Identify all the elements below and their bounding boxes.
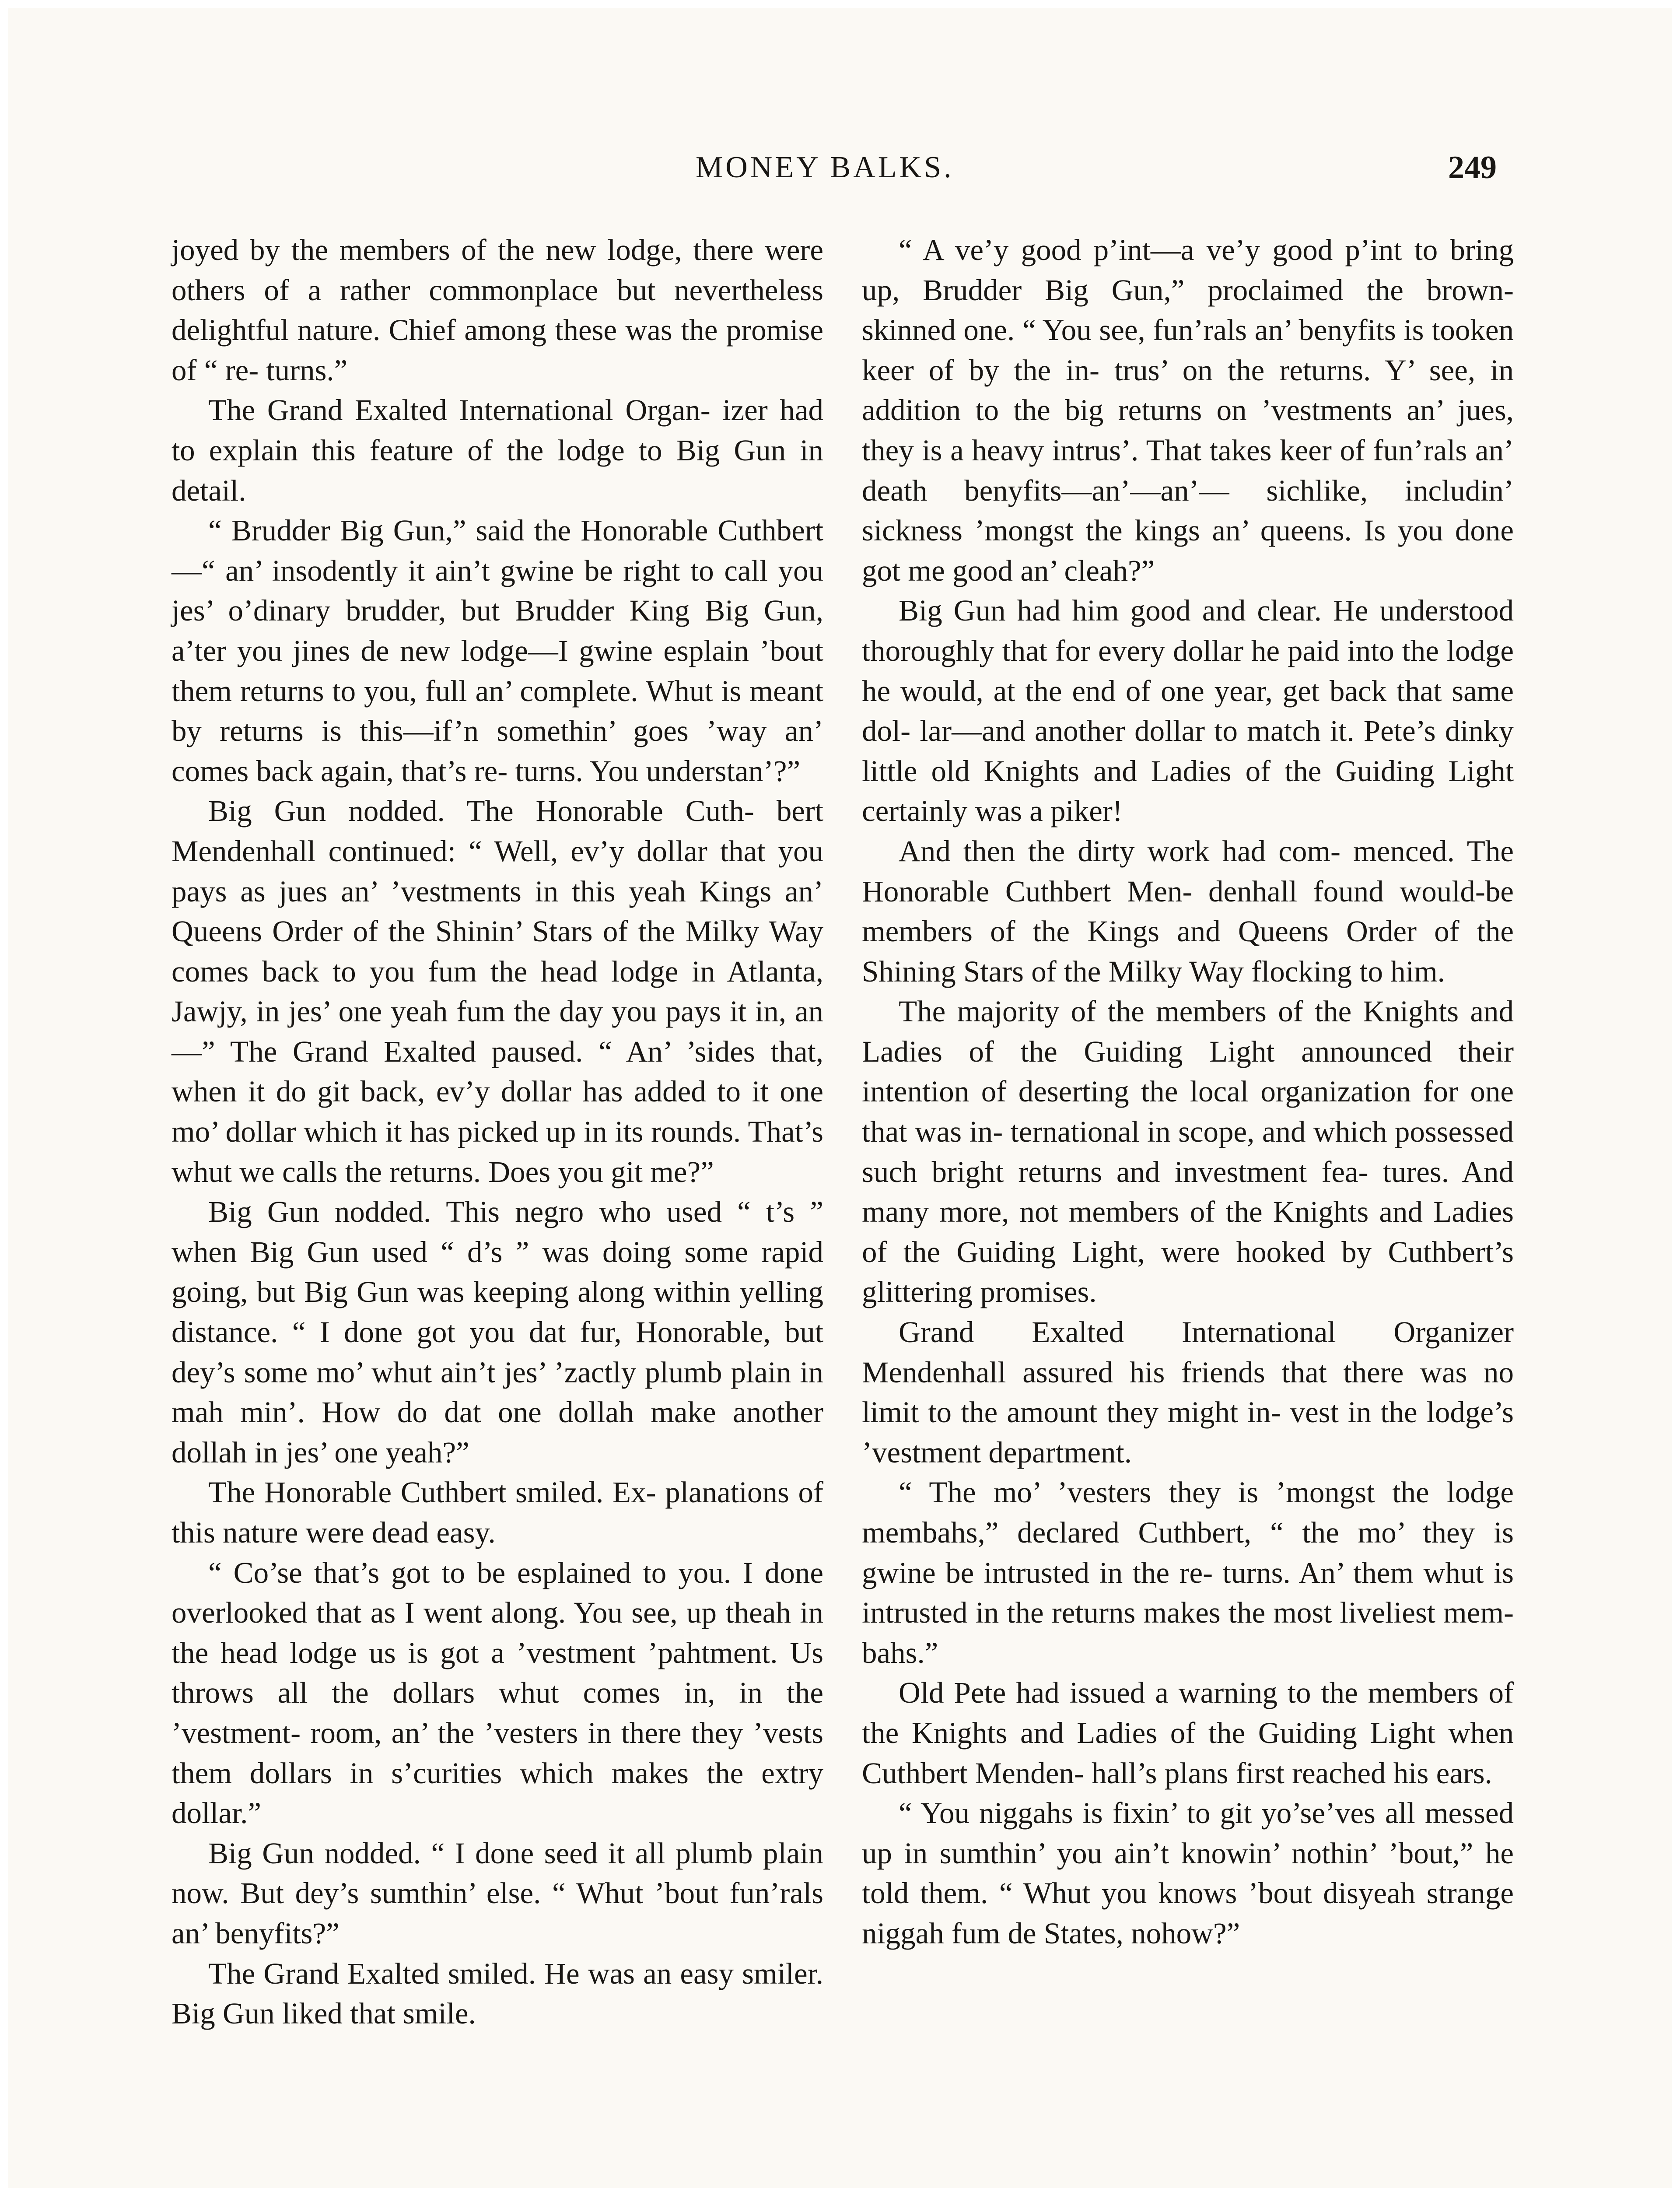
paragraph: Big Gun nodded. This negro who used “ t’s ” when Big Gun used “ d’s ” was doing some rapid going, but Big Gun was keeping along within yelling distance. “ I done got you dat fur, Honorable, but dey’s some mo’ whut ain’t jes’ ’zactly plumb plain in mah min’. How do dat one dollah make another dollah in jes’ one yeah?” (172, 1195, 823, 1469)
paragraph: Grand Exalted International Organizer Mendenhall assured his friends that there was no limit to the amount they might in- vest in the lodge’s ’vestment department. (862, 1315, 1514, 1469)
left-column (172, 230, 823, 2034)
paragraph: “ The mo’ ’vesters they is ’mongst the lodge membahs,” declared Cuthbert, “ the mo’ they is gwine be intrusted in the re- turns. An’ them whut is intrusted in the returns makes the most liveliest mem- bahs.” (862, 1476, 1514, 1669)
paragraph: And then the dirty work had com- menced. The Honorable Cuthbert Men- denhall found would-be members of the Kings and Queens Order of the Shining Stars of the Milky Way flocking to him. (862, 834, 1514, 988)
paragraph: “ You niggahs is fixin’ to git yo’se’ves all messed up in sumthin’ you ain’t knowin’ nothin’ ’bout,” he told them. “ Whut you knows ’bout disyeah strange niggah fum de States, nohow?” (862, 1796, 1514, 1950)
paragraph: Big Gun nodded. “ I done seed it all plumb plain now. But dey’s sumthin’ else. “ Whut ’bout fun’rals an’ benyfits?” (172, 1836, 823, 1950)
paragraph: joyed by the members of the new lodge, there were others of a rather commonplace but nevertheless delightful nature. Chief among these was the promise of “ re- turns.” (172, 233, 823, 387)
page-number: 249 (1448, 150, 1497, 186)
right-column (862, 230, 1514, 1954)
paragraph: The Honorable Cuthbert smiled. Ex- planations of this nature were dead easy. (172, 1476, 823, 1549)
paragraph: Old Pete had issued a warning to the members of the Knights and Ladies of the Guiding Light when Cuthbert Menden- hall’s plans first reached his ears. (862, 1676, 1514, 1790)
paragraph: “ A ve’y good p’int—a ve’y good p’int to bring up, Brudder Big Gun,” proclaimed the brown-skinned one. “ You see, fun’rals an’ benyfits is tooken keer of by the in- trus’ on the returns. Y’ see, in addition to the big returns on ’vestments an’ jues, they is a heavy intrus’. That takes keer of fun’rals an’ death benyfits—an’—an’— sichlike, includin’ sickness ’mongst the kings an’ queens. Is you done got me good an’ cleah?” (862, 233, 1514, 587)
paragraph: The Grand Exalted smiled. He was an easy smiler. Big Gun liked that smile. (172, 1957, 823, 2030)
paragraph: Big Gun had him good and clear. He understood thoroughly that for every dollar he paid into the lodge he would, at the end of one year, get back that same dol- lar—and another dollar to match it. Pete’s dinky little old Knights and Ladies of the Guiding Light certainly was a piker! (862, 594, 1514, 828)
paragraph: Big Gun nodded. The Honorable Cuth- bert Mendenhall continued: “ Well, ev’y dollar that you pays as jues an’ ’vestments in this yeah Kings an’ Queens Order of the Shinin’ Stars of the Milky Way comes back to you fum the head lodge in Atlanta, Jawjy, in jes’ one yeah fum the day you pays it in, an—” The Grand Exalted paused. “ An’ ’sides that, when it do git back, ev’y dollar has added to it one mo’ dollar which it has picked up in its rounds. That’s whut we calls the returns. Does you git me?” (172, 794, 823, 1189)
paragraph: The majority of the members of the Knights and Ladies of the Guiding Light announced their intention of deserting the local organization for one that was in- ternational in scope, and which possessed such bright returns and investment fea- tures. And many more, not members of the Knights and Ladies of the Guiding Light, were hooked by Cuthbert’s glittering promises. (862, 995, 1514, 1309)
running-title: MONEY BALKS. (696, 151, 954, 184)
running-head (0, 148, 1680, 196)
paragraph: “ Co’se that’s got to be esplained to you. I done overlooked that as I went along. You see, up theah in the head lodge us is got a ’vestment ’pahtment. Us throws all the dollars whut comes in, in the ’vestment- room, an’ the ’vesters in there they ’vests them dollars in s’curities which makes the extry dollar.” (172, 1556, 823, 1830)
paragraph: The Grand Exalted International Organ- izer had to explain this feature of the lodge to Big Gun in detail. (172, 393, 823, 507)
paragraph: “ Brudder Big Gun,” said the Honorable Cuthbert—“ an’ insodently it ain’t gwine be right to call you jes’ o’dinary brudder, but Brudder King Big Gun, a’ter you jines de new lodge—I gwine esplain ’bout them returns to you, full an’ complete. Whut is meant by returns is this—if’n somethin’ goes ’way an’ comes back again, that’s re- turns. You understan’?” (172, 514, 823, 788)
